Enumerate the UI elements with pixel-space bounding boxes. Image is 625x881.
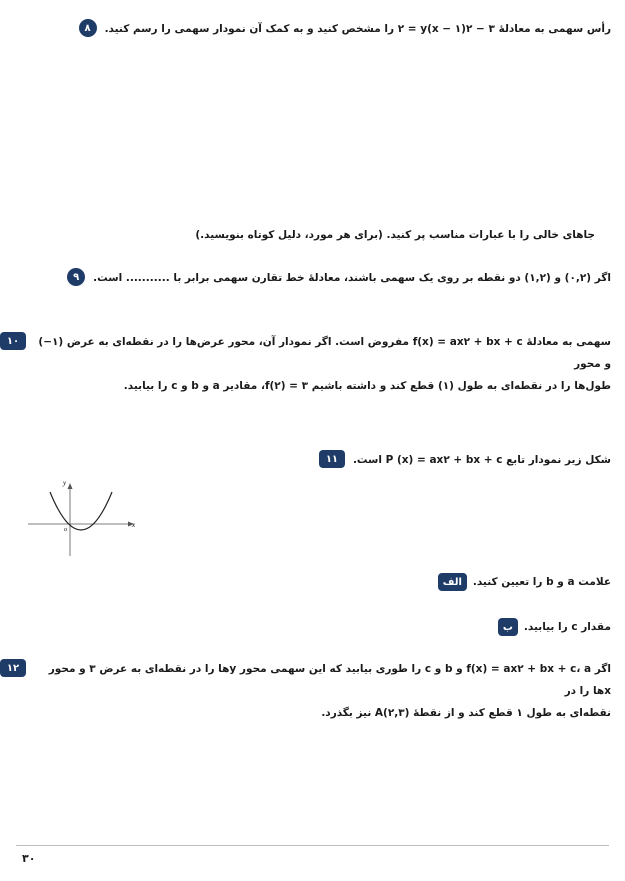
question-12 <box>0 658 611 724</box>
question-text: رأس سهمی به معادلهٔ ۳ − ۲(x − ۱)۲ = y را مشخص کنید و به کمک آن نمودار سهمی را رسم کنید. <box>104 23 611 35</box>
footer-divider <box>16 845 609 846</box>
part-text: علامت a و b را تعیین کنید. <box>472 576 611 588</box>
question-number: ۹ <box>67 268 85 286</box>
question-line: سهمی به معادلهٔ f(x) = ax۲ + bx + c مفروض است. اگر نمودار آن، محور عرض‌ها را در نقطه‌ای به عرض (۱−) و محور <box>38 336 611 370</box>
y-axis-arrow <box>68 483 73 489</box>
question-text: اگر (۰,۲) و (۱,۲) دو نقطه بر روی یک سهمی باشند، معادلهٔ خط تقارن سهمی برابر با ........... است. <box>93 272 611 284</box>
question-number: ۱۰ <box>0 332 26 350</box>
origin-label: o <box>64 527 67 533</box>
fill-instruction: جاهای خالی را با عبارات مناسب پر کنید. (برای هر مورد، دلیل کوتاه بنویسید.) <box>195 229 595 241</box>
question-10 <box>0 331 611 397</box>
part-text: مقدار c را بیابید. <box>523 621 611 633</box>
part-label: ب <box>498 618 518 636</box>
part-a <box>438 571 611 593</box>
part-b <box>498 616 611 638</box>
x-axis-label: x <box>132 521 136 529</box>
question-9 <box>67 267 611 289</box>
y-axis-label: y <box>63 479 67 487</box>
question-number: ۱۲ <box>0 659 26 677</box>
question-number: ۸ <box>79 19 97 37</box>
page-number: ۳۰ <box>22 852 36 865</box>
question-text: شکل زیر نمودار تابع P (x) = ax۲ + bx + c است. <box>352 454 611 466</box>
question-text <box>34 331 611 397</box>
question-line: نقطه‌ای به طول ۱ قطع کند و از نقطهٔ A(۲,۳) نیز بگذرد. <box>321 707 611 719</box>
question-number: ۱۱ <box>319 450 345 468</box>
question-text <box>34 658 611 724</box>
question-line: طول‌ها را در نقطه‌ای به طول (۱) قطع کند و داشته باشیم ۳ = f(۲)، مقادیر a و b و c را بیابید. <box>123 380 611 392</box>
parabola-graph <box>24 476 144 560</box>
question-11 <box>319 449 611 471</box>
question-8 <box>79 18 611 40</box>
part-label: الف <box>438 573 467 591</box>
question-line: اگر f(x) = ax۲ + bx + c، a و b و c را طوری بیابید که این سهمی محور yها را در نقطه‌ای به عرض ۳ و محور xها را در <box>48 663 611 697</box>
